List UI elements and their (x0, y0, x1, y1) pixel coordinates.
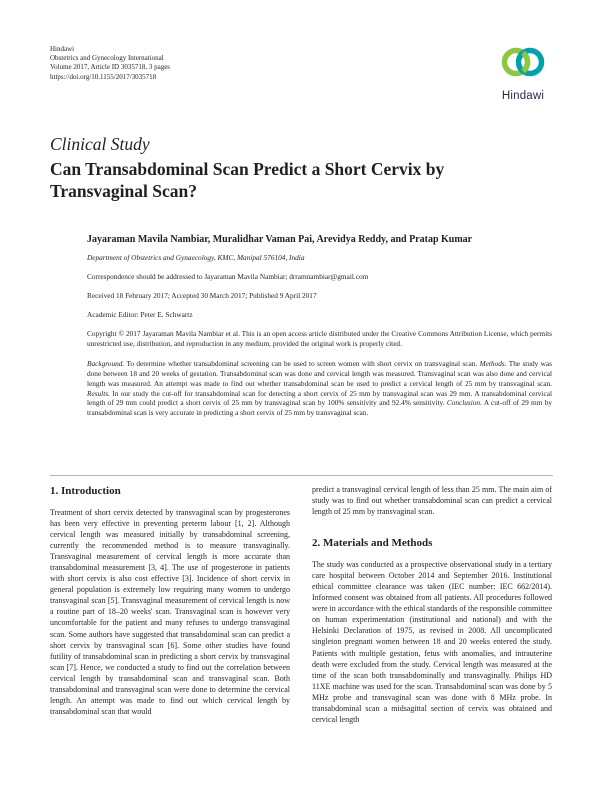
abstract-methods-label: Methods. (477, 358, 507, 368)
hindawi-logo (493, 40, 553, 106)
left-column (50, 484, 290, 717)
article-title: Can Transabdominal Scan Predict a Short Cervix by Transvaginal Scan? (50, 159, 445, 201)
author-list: Jayaraman Mavila Nambiar, Muralidhar Vaman Pai, Arevidya Reddy, and Pratap Kumar (87, 234, 473, 245)
abstract-results-label: Results. (87, 388, 110, 398)
introduction-paragraph: Treatment of short cervix detected by transvaginal scan by progesterones has been very effective in preventing preterm labour [1, 2]. Although cervical length was measured initially by transabdominal screening, currently the recommended method is to measure transvaginally. Transvaginal measurement of cervical length is more accurate than transabdominal measurement [3, 4]. The use of progesterone in patients with short cervix is also cost effective [3]. Incidence of short cervix in general population is extremely low requiring many women to undergo transvaginal scan [5]. Transvaginal measurement of cervical length is now a routine part of 18–20 weeks' scan. Transvaginal scan is however very uncomfortable for the patient and many refuses to undergo transvaginal scan. Some authors have suggested that transabdominal scan can predict a short cervix by transvaginal scan [6]. Some other studies have found futility of transabdominal scan in predicting a short cervix by transvaginal scan [7]. Hence, we conducted a study to find out the correlation between cervical length by transabdominal scan and transvaginal scan. Both transabdominal and transvaginal scan were done to determine the cervical length. An attempt was made to find out which cervical length by transabdominal scan that would (50, 508, 290, 716)
hindawi-logo-icon (501, 40, 545, 84)
abstract-background-label: Background. (87, 358, 125, 368)
abstract-background-text: To determine whether transabdominal screening can be used to screen women with short cervix on transvaginal scan. (124, 358, 478, 368)
affiliation: Department of Obstetrics and Gynaecology, KMC, Manipal 576104, India (87, 253, 305, 262)
abstract-conclusion-label: Conclusion. (444, 398, 482, 408)
abstract-methods-text: The study was done between 18 and 20 weeks of gestation. Transabdominal scan was done and cervical length was measured. Transvaginal scan was also done and cervical length was measured. An attempt was made to find out whether transabdominal scan be used to predict a cervical length of 25 mm by transvaginal scan. (87, 358, 552, 388)
journal-name: Obstetrics and Gynecology International (50, 54, 164, 63)
section-divider (50, 475, 553, 476)
journal-header (50, 45, 350, 82)
doi-link[interactable]: https://doi.org/10.1155/2017/3035718 (50, 72, 157, 81)
copyright-notice: Copyright © 2017 Jayaraman Mavila Nambiar et al. This is an open access article distributed under the Creative Commons Attribution License, which permits unrestricted use, distribution, and reproduction in any medium, provided the original work is properly cited. (87, 329, 552, 348)
correspondence: Correspondence should be addressed to Jayaraman Mavila Nambiar; drramnambiar@gmail.com (87, 272, 369, 281)
introduction-continued: predict a transvaginal cervical length of less than 25 mm. The main aim of study was to find out whether transabdominal scan can predict a cervical length of 25 mm by transvaginal scan. (312, 485, 552, 517)
article-type: Clinical Study (50, 134, 150, 154)
introduction-heading: 1. Introduction (50, 485, 121, 497)
hindawi-logo-text: Hindawi (501, 90, 545, 102)
article-dates: Received 18 February 2017; Accepted 30 March 2017; Published 9 April 2017 (87, 291, 317, 300)
front-matter (87, 233, 552, 418)
abstract (87, 359, 552, 418)
volume-line: Volume 2017, Article ID 3035718, 3 pages (50, 63, 171, 72)
academic-editor: Academic Editor: Peter E. Schwartz (87, 310, 193, 319)
publisher-name: Hindawi (50, 45, 75, 53)
right-column (312, 484, 552, 725)
methods-paragraph: The study was conducted as a prospective observational study in a tertiary care hospital between October 2014 and September 2016. Institutional ethical committee clearance was taken (IEC number: IEC 662/2014). Informed consent was obtained from all patients. All procedures followed were in accordance with the ethical standards of the responsible committee on human experimentation (institutional and national) and with the Helsinki Declaration of 1975, as revised in 2008. All uncomplicated singleton pregnant women between 18 and 20 weeks entered the study. Patients with multiple gestation, fetus with anomalies, and intrauterine death were excluded from the study. Cervical length was measured at the time of the scan both transabdominally and transvaginally. Philips HD 11XE machine was used for the scan. Transabdominal scan was done by 5 MHz probe and transvaginal scan was done with 8 MHz probe. In transabdominal scan a midsagittal section of cervix was obtained and cervical length (312, 560, 552, 724)
methods-heading: 2. Materials and Methods (312, 537, 433, 550)
abstract-conclusion-text: A cut-off of 29 mm by transabdominal scan is very accurate in predicting a short cervix of 25 mm by transvaginal scan. (87, 398, 553, 418)
abstract-results-text: In our study the cut-off for transabdominal scan for detecting a short cervix of 25 mm by transvaginal scan was 29 mm. A transabdominal cervical length of 29 mm could predict a short cervix of 25 mm by transvaginal scan by 100% sensitivity and 92.4% sensitivity. (87, 388, 552, 408)
